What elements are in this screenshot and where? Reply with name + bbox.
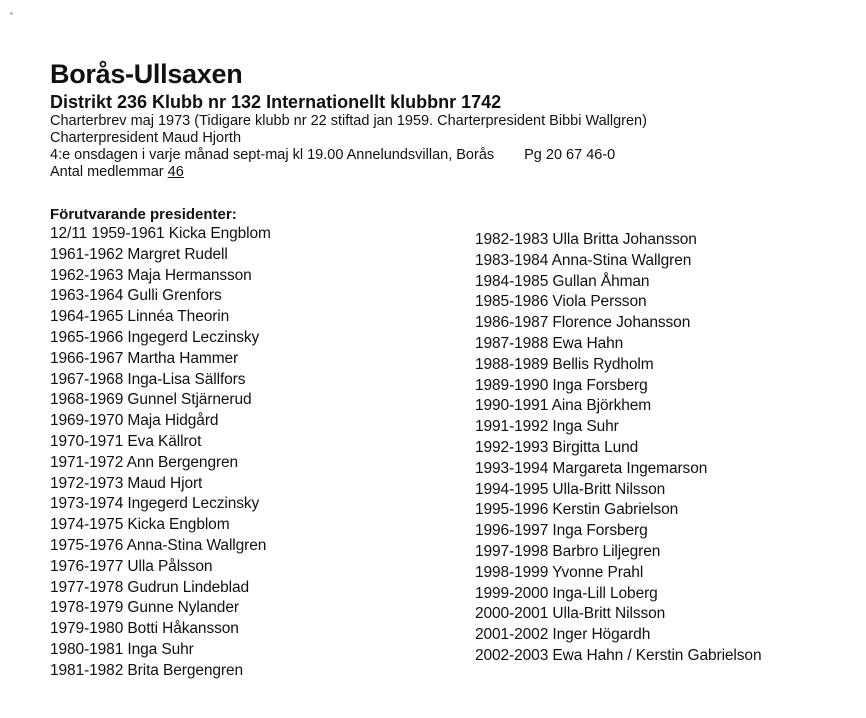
president-entry: 1962-1963 Maja Hermansson	[50, 266, 252, 284]
club-info	[50, 113, 860, 181]
president-entry: 1980-1981 Inga Suhr	[50, 640, 194, 658]
president-entry: 1989-1990 Inga Forsberg	[475, 376, 648, 394]
members-row	[50, 164, 860, 181]
club-title: Borås-Ullsaxen	[50, 59, 243, 89]
president-entry: 1976-1977 Ulla Pålsson	[50, 557, 213, 575]
club-document	[50, 58, 860, 694]
president-entry: 1987-1988 Ewa Hahn	[475, 334, 624, 352]
presidents-column-right	[475, 230, 761, 667]
president-entry: 1966-1967 Martha Hammer	[50, 349, 239, 367]
president-entry: 2001-2002 Inger Högardh	[475, 626, 651, 644]
president-entry: 1984-1985 Gullan Åhman	[475, 272, 650, 290]
president-entry: 1990-1991 Aina Björkhem	[475, 397, 652, 415]
president-entry: 2002-2003 Ewa Hahn / Kerstin Gabrielson	[475, 646, 762, 664]
club-subtitle: Distrikt 236 Klubb nr 132 Internationellt klubbnr 1742	[50, 92, 502, 112]
charter-president: Charterpresident Maud Hjorth	[50, 130, 242, 146]
president-entry: 1991-1992 Inga Suhr	[475, 418, 619, 436]
president-entry: 1971-1972 Ann Bergengren	[50, 453, 239, 471]
president-entry: 1963-1964 Gulli Grenfors	[50, 287, 222, 305]
president-entry: 1995-1996 Kerstin Gabrielson	[475, 501, 679, 519]
president-entry: 1999-2000 Inga-Lill Loberg	[475, 584, 658, 602]
president-entry: 1993-1994 Margareta Ingemarson	[475, 459, 708, 477]
president-entry: 1970-1971 Eva Källrot	[50, 432, 202, 450]
president-entry: 1986-1987 Florence Johansson	[475, 314, 691, 332]
president-entry: 12/11 1959-1961 Kicka Engblom	[50, 225, 271, 242]
charter-line: Charterbrev maj 1973 (Tidigare klubb nr 22 stiftad jan 1959. Charterpresident Bibbi Wallgren)	[50, 113, 647, 129]
presidents-list	[50, 224, 860, 694]
president-entry: 1988-1989 Bellis Rydholm	[475, 355, 654, 373]
president-entry: 1964-1965 Linnéa Theorin	[50, 308, 230, 326]
members-label: Antal medlemmar	[50, 164, 164, 180]
president-entry: 1985-1986 Viola Persson	[475, 293, 647, 311]
scan-speck	[10, 12, 13, 15]
president-entry: 1974-1975 Kicka Engblom	[50, 516, 230, 534]
president-entry: 1967-1968 Inga-Lisa Sällfors	[50, 370, 246, 388]
president-entry: 1972-1973 Maud Hjort	[50, 474, 203, 492]
members-count: 46	[167, 164, 184, 180]
president-entry: 1983-1984 Anna-Stina Wallgren	[475, 251, 692, 269]
postgiro-number: Pg 20 67 46-0	[524, 147, 616, 163]
president-entry: 1978-1979 Gunne Nylander	[50, 599, 239, 617]
president-entry: 1965-1966 Ingegerd Leczinsky	[50, 328, 260, 346]
president-entry: 1982-1983 Ulla Britta Johansson	[475, 231, 697, 248]
president-entry: 2000-2001 Ulla-Britt Nilsson	[475, 605, 666, 623]
president-entry: 1979-1980 Botti Håkansson	[50, 620, 239, 638]
presidents-column-left	[50, 224, 271, 682]
president-entry: 1998-1999 Yvonne Prahl	[475, 563, 644, 581]
president-entry: 1975-1976 Anna-Stina Wallgren	[50, 536, 267, 554]
president-entry: 1994-1995 Ulla-Britt Nilsson	[475, 480, 666, 498]
meeting-info: 4:e onsdagen i varje månad sept-maj kl 19.00 Annelundsvillan, Borås	[50, 147, 495, 163]
president-entry: 1981-1982 Brita Bergengren	[50, 661, 244, 679]
president-entry: 1961-1962 Margret Rudell	[50, 245, 228, 263]
president-entry: 1997-1998 Barbro Liljegren	[475, 542, 661, 560]
president-entry: 1996-1997 Inga Forsberg	[475, 522, 648, 540]
president-entry: 1968-1969 Gunnel Stjärnerud	[50, 391, 252, 409]
president-entry: 1973-1974 Ingegerd Leczinsky	[50, 495, 260, 513]
president-entry: 1969-1970 Maja Hidgård	[50, 412, 219, 430]
president-entry: 1977-1978 Gudrun Lindeblad	[50, 578, 250, 596]
presidents-heading: Förutvarande presidenter:	[50, 206, 237, 223]
president-entry: 1992-1993 Birgitta Lund	[475, 438, 639, 456]
meeting-row	[50, 147, 860, 164]
